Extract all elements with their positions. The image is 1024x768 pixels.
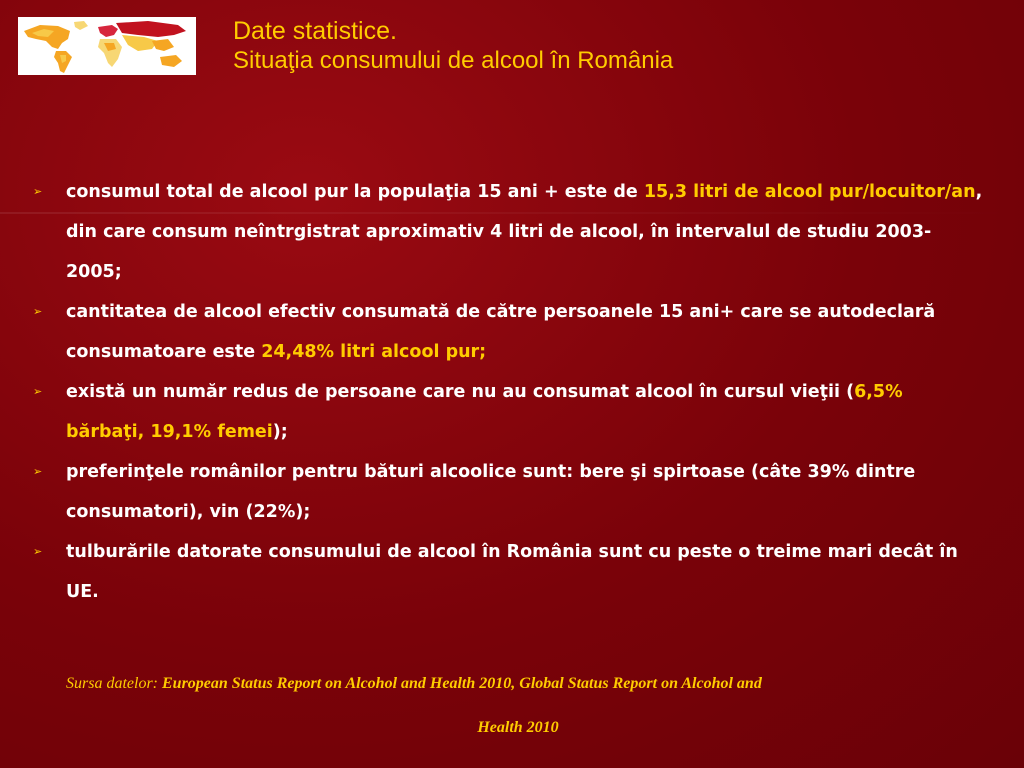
source-label: Sursa datelor: [66,675,162,692]
bullet-text: există un număr redus de persoane care nu au consumat alcool în cursul vieţii ( [66,382,855,402]
bullet-text: consumul total de alcool pur la populaţia 15 ani + este de [66,182,644,202]
bullet-text: , din care consum neîntrgistrat aproximativ 4 litri de alcool, în intervalul de studiu 2003-2005; [66,182,983,282]
list-item [33,172,983,292]
page-title: Date statistice. [233,17,397,45]
page-subtitle: Situaţia consumului de alcool în România [233,47,674,74]
list-item [33,292,983,372]
arrow-bullet-icon: ➢ [33,385,43,398]
list-item [33,532,983,612]
list-item [33,372,983,452]
arrow-bullet-icon: ➢ [33,305,43,318]
highlight-text: 6,5% bărbaţi, 19,1% femei [66,382,903,442]
bullet-text: preferinţele românilor pentru bături alcoolice sunt: bere şi spirtoase (câte 39% dintre consumatori), vin (22%); [66,462,916,522]
bullet-text: cantitatea de alcool efectiv consumată de către persoanele 15 ani+ care se autodeclară consumatoare este [66,302,936,362]
arrow-bullet-icon: ➢ [33,465,43,478]
source-line-1: European Status Report on Alcohol and Health 2010, Global Status Report on Alcohol and [162,675,762,692]
bullet-text: ); [272,422,288,442]
source-citation [66,662,970,750]
bullet-text: tulburările datorate consumului de alcool în România sunt cu peste o treime mari decât în UE. [66,542,958,602]
world-map-icon [18,17,196,75]
arrow-bullet-icon: ➢ [33,185,43,198]
highlight-text: 15,3 litri de alcool pur/locuitor/an [643,182,976,202]
source-line-2: Health 2010 [477,719,559,736]
highlight-text: 24,48% litri alcool pur; [261,342,487,362]
statistics-list [33,172,983,612]
list-item [33,452,983,532]
arrow-bullet-icon: ➢ [33,545,43,558]
title-block [233,16,673,76]
